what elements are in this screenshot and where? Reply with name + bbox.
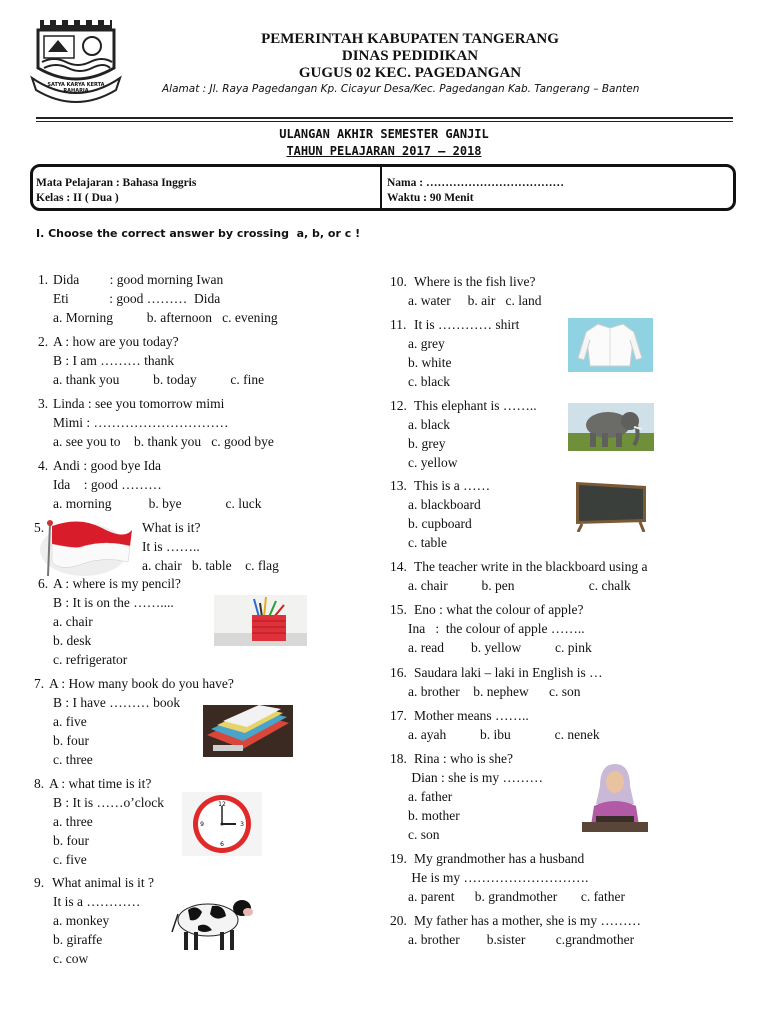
clock-image bbox=[182, 792, 262, 856]
question-line: Eti : good ……… Dida bbox=[53, 291, 221, 306]
answer-options[interactable]: a. morning b. bye c. luck bbox=[53, 496, 262, 511]
header-line-1: PEMERINTAH KABUPATEN TANGERANG bbox=[261, 31, 559, 47]
answer-options[interactable]: a. chair b. pen c. chalk bbox=[408, 578, 631, 593]
answer-option[interactable]: c. five bbox=[53, 852, 87, 867]
question-line: Dian : she is my ……… bbox=[408, 770, 543, 785]
question-number: 9. bbox=[34, 875, 45, 890]
question-line: It is a ………… bbox=[53, 894, 141, 909]
question-line: This elephant is …….. bbox=[414, 398, 537, 413]
cow-image bbox=[168, 892, 254, 952]
question-number: 8. bbox=[34, 776, 45, 791]
svg-text:12: 12 bbox=[218, 801, 226, 808]
answer-option[interactable]: c. son bbox=[408, 827, 440, 842]
question-line: My grandmother has a husband bbox=[414, 851, 585, 866]
question-line: It is …….. bbox=[142, 539, 200, 554]
question-line: Ida : good ……… bbox=[53, 477, 162, 492]
answer-option[interactable]: a. chair bbox=[53, 614, 93, 629]
question-line: This is a …… bbox=[414, 478, 491, 493]
exam-year: TAHUN PELAJARAN 2017 – 2018 bbox=[286, 144, 482, 158]
question-number: 10. bbox=[390, 274, 407, 289]
class-field: Kelas : II ( Dua ) bbox=[36, 192, 119, 204]
answer-option[interactable]: c. cow bbox=[53, 951, 89, 966]
question-number: 3. bbox=[38, 396, 49, 411]
answer-option[interactable]: b. mother bbox=[408, 808, 460, 823]
question-line: A : how are you today? bbox=[53, 334, 179, 349]
question-line: Mimi : ………………………… bbox=[53, 415, 229, 430]
answer-option[interactable]: c. three bbox=[53, 752, 93, 767]
answer-option[interactable]: b. four bbox=[53, 833, 89, 848]
question-line: B : It is on the …….... bbox=[53, 595, 174, 610]
blackboard-image bbox=[570, 480, 650, 532]
answer-options[interactable]: a. see you to b. thank you c. good bye bbox=[53, 434, 274, 449]
answer-options[interactable]: a. Morning b. afternoon c. evening bbox=[53, 310, 278, 325]
question-line: What is it? bbox=[142, 520, 201, 535]
answer-options[interactable]: a. chair b. table c. flag bbox=[142, 558, 279, 573]
svg-text:6: 6 bbox=[220, 841, 224, 848]
answer-option[interactable]: c. yellow bbox=[408, 455, 458, 470]
question-number: 7. bbox=[34, 676, 45, 691]
regency-logo bbox=[30, 18, 122, 104]
instruction: I. Choose the correct answer by crossing a, b, or c ! bbox=[36, 227, 361, 240]
question-line: Andi : good bye Ida bbox=[53, 458, 161, 473]
question-line: Dida : good morning Iwan bbox=[53, 272, 224, 287]
subject-field: Mata Pelajaran : Bahasa Inggris bbox=[36, 177, 197, 189]
answer-option[interactable]: b. grey bbox=[408, 436, 446, 451]
question-line: Eno : what the colour of apple? bbox=[414, 602, 584, 617]
school-address: Alamat : Jl. Raya Pagedangan Kp. Cicayur Desa/Kec. Pagedangan Kab. Tangerang – Banten bbox=[162, 83, 640, 95]
question-number: 11. bbox=[390, 317, 407, 332]
svg-text:9: 9 bbox=[200, 821, 204, 828]
answer-option[interactable]: b. cupboard bbox=[408, 516, 472, 531]
question-line: B : It is ……o’clock bbox=[53, 795, 164, 810]
exam-year-wrap bbox=[0, 144, 768, 158]
indonesian-flag-image bbox=[40, 516, 134, 578]
question-number: 13. bbox=[390, 478, 407, 493]
question-line: A : How many book do you have? bbox=[49, 676, 234, 691]
question-number: 1. bbox=[38, 272, 49, 287]
question-line: Linda : see you tomorrow mimi bbox=[53, 396, 225, 411]
pencil-holder-image bbox=[214, 595, 307, 646]
answer-option[interactable]: c. refrigerator bbox=[53, 652, 128, 667]
info-box-divider bbox=[380, 166, 382, 209]
header-rule bbox=[36, 117, 733, 119]
question-line: Rina : who is she? bbox=[414, 751, 513, 766]
question-number: 15. bbox=[390, 602, 407, 617]
question-number: 2. bbox=[38, 334, 49, 349]
question-line: My father has a mother, she is my ……… bbox=[414, 913, 642, 928]
question-line: B : I am ……… thank bbox=[53, 353, 175, 368]
books-image bbox=[203, 705, 293, 757]
time-field: Waktu : 90 Menit bbox=[387, 192, 474, 204]
answer-option[interactable]: c. table bbox=[408, 535, 447, 550]
answer-option[interactable]: a. five bbox=[53, 714, 87, 729]
answer-option[interactable]: a. black bbox=[408, 417, 450, 432]
question-number: 12. bbox=[390, 398, 407, 413]
answer-option[interactable]: c. black bbox=[408, 374, 450, 389]
answer-option[interactable]: b. giraffe bbox=[53, 932, 103, 947]
answer-option[interactable]: b. four bbox=[53, 733, 89, 748]
question-number: 14. bbox=[390, 559, 407, 574]
answer-option[interactable]: a. father bbox=[408, 789, 453, 804]
answer-option[interactable]: b. desk bbox=[53, 633, 92, 648]
question-line: What animal is it ? bbox=[52, 875, 154, 890]
question-line: He is my ………………………. bbox=[408, 870, 589, 885]
question-line: A : where is my pencil? bbox=[53, 576, 181, 591]
question-line: It is ………… shirt bbox=[414, 317, 520, 332]
exam-title: ULANGAN AKHIR SEMESTER GANJIL bbox=[279, 127, 489, 141]
question-number: 4. bbox=[38, 458, 49, 473]
answer-options[interactable]: a. water b. air c. land bbox=[408, 293, 542, 308]
elephant-image bbox=[568, 403, 654, 451]
question-number: 17. bbox=[390, 708, 407, 723]
question-line: Ina : the colour of apple …….. bbox=[408, 621, 585, 636]
header-line-3: GUGUS 02 KEC. PAGEDANGAN bbox=[298, 65, 522, 81]
name-field: Nama : ……………………………… bbox=[387, 177, 564, 189]
answer-options[interactable]: a. brother b.sister c.grandmother bbox=[408, 932, 635, 947]
question-number: 5. bbox=[34, 520, 45, 535]
question-line: Mother means …….. bbox=[414, 708, 529, 723]
svg-text:3: 3 bbox=[240, 821, 244, 828]
question-line: Saudara laki – laki in English is … bbox=[414, 665, 603, 680]
answer-option[interactable]: a. three bbox=[53, 814, 93, 829]
question-line: A : what time is it? bbox=[49, 776, 152, 791]
answer-options[interactable]: a. read b. yellow c. pink bbox=[408, 640, 592, 655]
question-number: 19. bbox=[390, 851, 407, 866]
white-shirt-image bbox=[568, 318, 653, 372]
answer-option[interactable]: b. white bbox=[408, 355, 452, 370]
answer-option[interactable]: a. grey bbox=[408, 336, 445, 351]
question-9 bbox=[34, 873, 154, 1006]
question-number: 18. bbox=[390, 751, 407, 766]
logo-motto: SATYA KARYA KERTA RAHARJA bbox=[47, 82, 105, 94]
answer-options[interactable]: a. ayah b. ibu c. nenek bbox=[408, 727, 600, 742]
question-20 bbox=[390, 911, 642, 987]
mother-image bbox=[580, 760, 650, 832]
question-line: Where is the fish live? bbox=[414, 274, 536, 289]
question-number: 16. bbox=[390, 665, 407, 680]
question-line: B : I have ……… book bbox=[53, 695, 181, 710]
answer-options[interactable]: a. brother b. nephew c. son bbox=[408, 684, 581, 699]
answer-option[interactable]: a. blackboard bbox=[408, 497, 481, 512]
answer-options[interactable]: a. parent b. grandmother c. father bbox=[408, 889, 626, 904]
question-number: 6. bbox=[38, 576, 49, 591]
question-line: The teacher write in the blackboard using a bbox=[414, 559, 648, 574]
header-rule-thin bbox=[36, 121, 733, 122]
answer-option[interactable]: a. monkey bbox=[53, 913, 110, 928]
header-line-2: DINAS PEDIDIKAN bbox=[341, 48, 479, 64]
question-number: 20. bbox=[390, 913, 407, 928]
answer-options[interactable]: a. thank you b. today c. fine bbox=[53, 372, 265, 387]
